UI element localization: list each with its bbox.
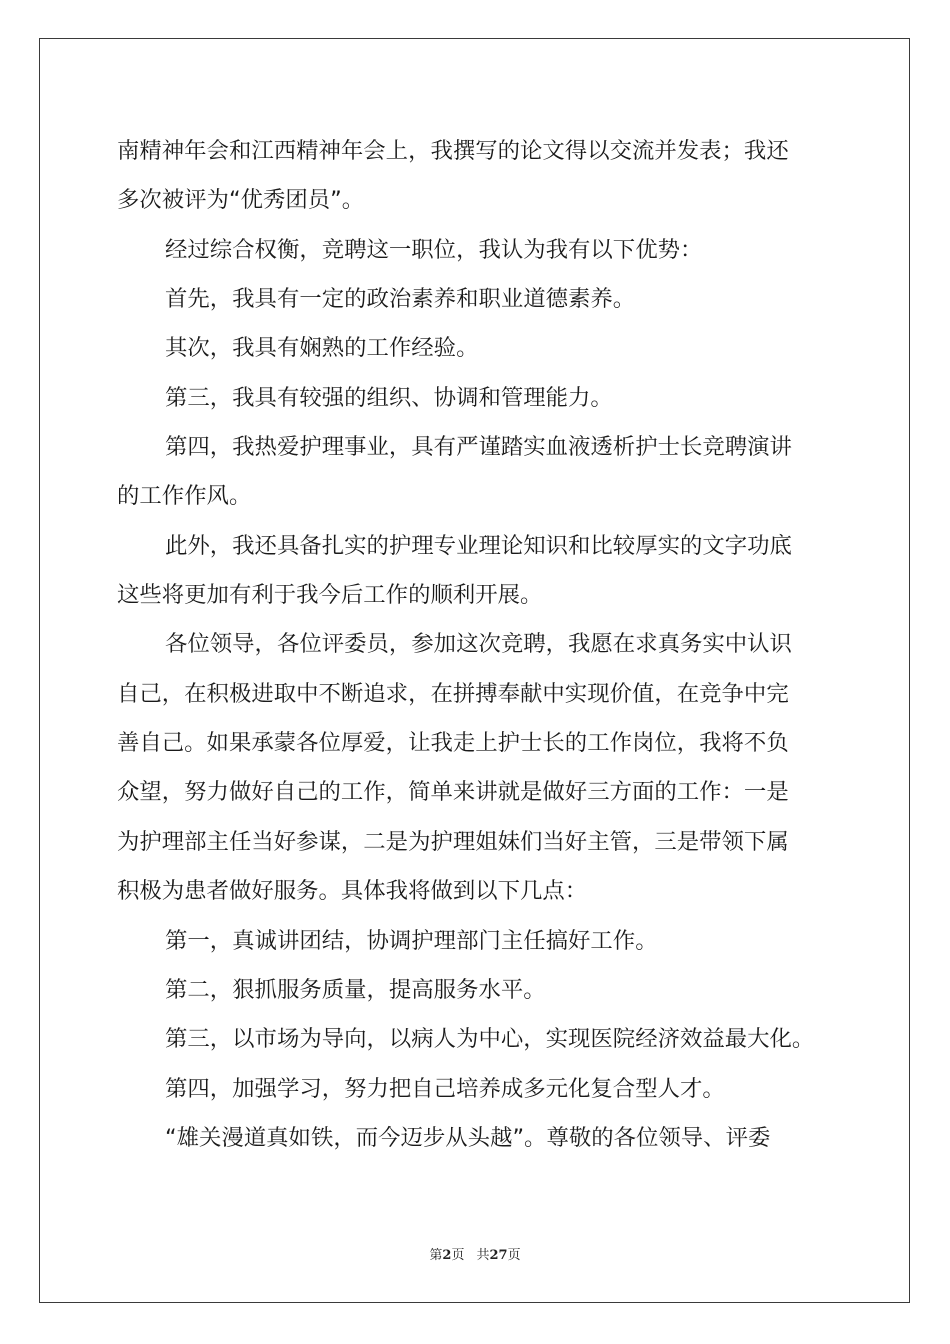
total-suffix: 页 — [507, 1248, 521, 1263]
text-line: 第三，我具有较强的组织、协调和管理能力。 — [165, 384, 613, 411]
text-line: 首先，我具有一定的政治素养和职业道德素养。 — [165, 286, 636, 313]
text-line: 第三，以市场为导向，以病人为中心，实现医院经济效益最大化。 — [165, 1026, 815, 1053]
page-number: 2 — [442, 1248, 452, 1263]
page-prefix: 第 — [429, 1248, 443, 1263]
text-line: 南精神年会和江西精神年会上，我撰写的论文得以交流并发表；我还 — [117, 138, 789, 164]
total-pages: 27 — [489, 1248, 508, 1263]
text-line: “雄关漫道真如铁，而今迈步从头越”。尊敬的各位领导、评委 — [165, 1124, 771, 1151]
text-line: 此外，我还具备扎实的护理专业理论知识和比较厚实的文字功底 — [165, 532, 792, 559]
document-body — [117, 127, 833, 1163]
text-line: 第二，狠抓服务质量，提高服务水平。 — [165, 976, 546, 1003]
text-line: 第四，我热爱护理事业，具有严谨踏实血液透析护士长竞聘演讲 — [165, 434, 792, 461]
text-line: 自己，在积极进取中不断追求，在拼搏奉献中实现价值，在竞争中完 — [117, 680, 789, 707]
text-line: 善自己。如果承蒙各位厚爱，让我走上护士长的工作岗位，我将不负 — [117, 730, 789, 757]
text-line: 其次，我具有娴熟的工作经验。 — [165, 335, 479, 362]
text-line: 各位领导，各位评委员，参加这次竞聘，我愿在求真务实中认识 — [165, 631, 792, 658]
text-line: 为护理部主任当好参谋，二是为护理姐妹们当好主管，三是带领下属 — [117, 828, 789, 855]
text-line: 多次被评为“优秀团员”。 — [117, 187, 365, 214]
total-prefix: 共 — [476, 1248, 490, 1263]
text-line: 经过综合权衡，竞聘这一职位，我认为我有以下优势： — [165, 236, 703, 263]
text-line: 积极为患者做好服务。具体我将做到以下几点： — [117, 878, 588, 905]
page-suffix: 页 — [451, 1248, 465, 1263]
text-line: 众望，努力做好自己的工作，简单来讲就是做好三方面的工作：一是 — [117, 779, 789, 806]
text-line: 这些将更加有利于我今后工作的顺利开展。 — [117, 582, 543, 609]
page-footer — [0, 1246, 950, 1266]
text-line: 第四，加强学习，努力把自己培养成多元化复合型人才。 — [165, 1075, 725, 1102]
text-line: 第一，真诚讲团结，协调护理部门主任搞好工作。 — [165, 927, 658, 954]
text-line: 的工作作风。 — [117, 483, 252, 510]
